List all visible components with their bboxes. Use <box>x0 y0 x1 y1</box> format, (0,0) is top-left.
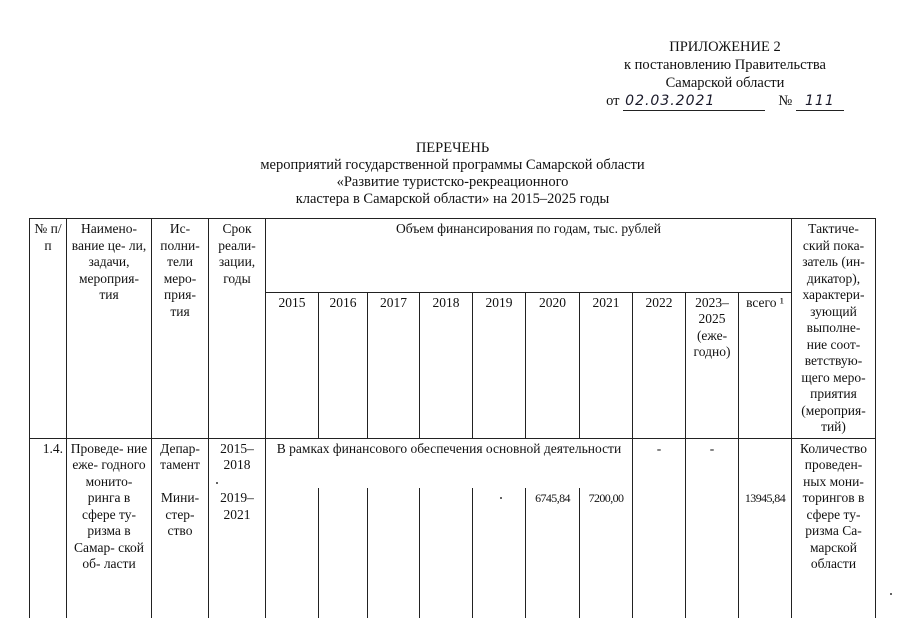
appendix-block <box>560 38 890 111</box>
title-line-2: мероприятий государственной программы Самарской области <box>260 157 645 173</box>
appendix-date-line <box>560 92 890 111</box>
header-year-2023-2025: 2023– 2025 (еже- годно) <box>686 292 739 438</box>
header-name: Наимено- вание це- ли, задачи, мероприя- тия <box>67 219 152 439</box>
row-2022-dash: - <box>633 438 686 488</box>
title-line-4: кластера в Самарской области» на 2015–2025 годы <box>295 191 610 207</box>
row-executor-1: Депар- тамент <box>152 438 209 488</box>
header-num: № п/п <box>30 219 67 439</box>
row-value-2021: 7200,00 <box>580 488 633 618</box>
header-year-2019: 2019 <box>473 292 526 438</box>
header-year-2018: 2018 <box>420 292 473 438</box>
header-year-2020: 2020 <box>526 292 580 438</box>
row-term-1: 2015– 2018 <box>209 438 266 488</box>
scan-speck <box>500 497 502 499</box>
scan-speck <box>890 593 892 595</box>
header-term: Срок реали- зации, годы <box>209 219 266 439</box>
row-2016-empty <box>319 488 368 618</box>
title-heading: ПЕРЕЧЕНЬ <box>415 140 490 156</box>
row-total-empty <box>739 438 792 488</box>
row-indicator: Количество проведен- ных мони- торингов в сфере ту- ризма Са- марской области <box>792 438 876 618</box>
header-year-2015: 2015 <box>266 292 319 438</box>
row-2023-empty <box>686 488 739 618</box>
row-term-2: 2019– 2021 <box>209 488 266 618</box>
date-prefix: от <box>606 93 620 109</box>
decree-number: 111 <box>796 92 844 111</box>
header-year-2016: 2016 <box>319 292 368 438</box>
header-year-2017: 2017 <box>368 292 420 438</box>
appendix-region: Самарской области <box>665 75 785 91</box>
title-line-3: «Развитие туристско-рекреационного <box>336 174 569 190</box>
row-2019-empty <box>473 488 526 618</box>
header-indicator: Тактиче- ский пока- затель (ин- дикатор), характери- зующий выполне- ние соот- ветствую- щего меро- приятия (мероприя- тий) <box>792 219 876 439</box>
row-2023-dash: - <box>686 438 739 488</box>
row-2017-empty <box>368 488 420 618</box>
row-value-total: 13945,84 <box>739 488 792 618</box>
row-2018-empty <box>420 488 473 618</box>
decree-date: 02.03.2021 <box>623 92 765 111</box>
header-year-2022: 2022 <box>633 292 686 438</box>
header-total: всего ¹ <box>739 292 792 438</box>
header-year-2021: 2021 <box>580 292 633 438</box>
header-funding: Объем финансирования по годам, тыс. рублей <box>266 219 792 293</box>
number-prefix: № <box>778 93 793 109</box>
row-name: Проведе- ние еже- годного монито- ринга в сфере ту- ризма в Самар- ской об- ласти <box>67 438 152 618</box>
row-executor-2: Мини- стер- ство <box>152 488 209 618</box>
activities-table <box>29 218 876 618</box>
document-title <box>0 140 905 208</box>
appendix-decree: к постановлению Правительства <box>624 57 826 73</box>
header-executors: Ис- полни- тели меро- прия- тия <box>152 219 209 439</box>
row-value-2020: 6745,84 <box>526 488 580 618</box>
row-funding-note: В рамках финансового обеспечения основной деятельности <box>266 438 633 488</box>
row-2015-empty <box>266 488 319 618</box>
appendix-title: ПРИЛОЖЕНИЕ 2 <box>669 39 781 55</box>
row-2022-empty <box>633 488 686 618</box>
scan-speck <box>216 482 218 484</box>
row-num: 1.4. <box>30 438 67 618</box>
